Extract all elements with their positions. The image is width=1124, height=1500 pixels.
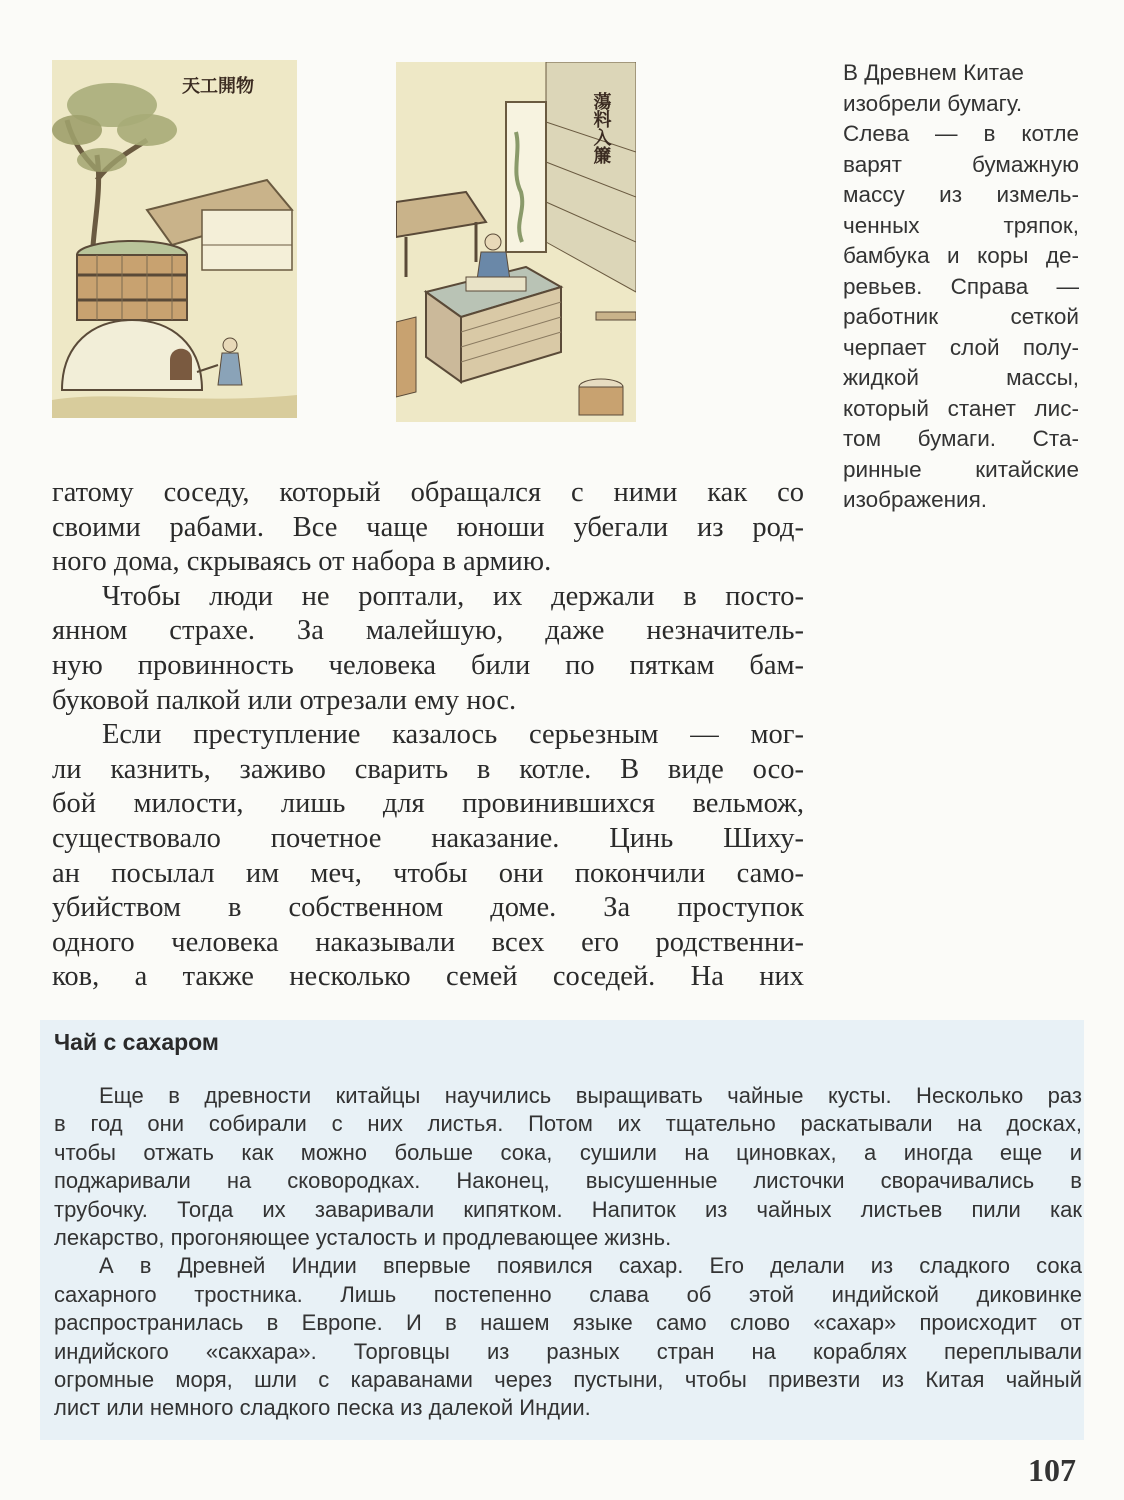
caption-line: изобрели бумагу. xyxy=(843,90,1023,116)
text-line: в год они собирали с них листья. Потом их тщательно раскатывали на досках, xyxy=(54,1111,1082,1137)
caption-line: варят бумажную xyxy=(843,151,1079,177)
text-line: ан посылал им меч, чтобы они покончили само- xyxy=(52,857,804,889)
text-line: лекарство, прогоняющее усталость и продлевающее жизнь. xyxy=(54,1225,672,1251)
right-illustration-inscription: 蕩料入簾 xyxy=(590,92,612,164)
text-line: существовало почетное наказание. Цинь Шиху- xyxy=(52,822,804,854)
caption-line: том бумаги. Ста- xyxy=(843,426,1079,451)
paragraph xyxy=(52,580,804,718)
caption-line: жидкой массы, xyxy=(843,365,1079,390)
paper-sieve-worker-illustration xyxy=(396,62,636,422)
caption-line: ченных тряпок, xyxy=(843,212,1079,238)
text-line: сахарного тростника. Лишь постепенно слава об этой индийской диковинке xyxy=(54,1281,1082,1307)
caption-line: Слева — в котле xyxy=(843,121,1079,146)
caption-line: который станет лис- xyxy=(843,395,1079,421)
paper-boiling-cauldron-illustration xyxy=(52,60,297,418)
text-line: Еще в древности китайцы научились выращивать чайные кусты. Несколько раз xyxy=(99,1083,1082,1108)
text-line: ного дома, скрываясь от набора в армию. xyxy=(52,546,552,578)
paragraph xyxy=(52,718,804,995)
text-line: убийством в собственном доме. За проступок xyxy=(52,892,804,924)
caption-line: работник сеткой xyxy=(843,304,1079,329)
text-line: ков, а также несколько семей соседей. На них xyxy=(52,961,804,993)
text-line: лист или немного сладкого песка из далекой Индии. xyxy=(54,1395,591,1421)
text-line: чтобы отжать как можно больше сока, сушили на циновках, а иногда еще и xyxy=(54,1139,1082,1165)
paragraph xyxy=(52,476,804,580)
text-line: бой милости, лишь для провинившихся вельмож, xyxy=(52,788,804,820)
text-line: индийского «сакхара». Торговцы из разных стран на кораблях переплывали xyxy=(54,1338,1082,1364)
paragraph xyxy=(54,1082,1082,1252)
text-line: янном страхе. За малейшую, даже незначитель- xyxy=(52,615,804,647)
sidebar-box-text xyxy=(54,1082,1082,1423)
text-line: ную провинность человека били по пяткам бам- xyxy=(52,649,804,681)
text-line: трубочку. Тогда их заваривали кипятком. Напиток из чайных листьев пили как xyxy=(54,1196,1082,1222)
paragraph xyxy=(54,1252,1082,1422)
sidebar-box-title: Чай с сахаром xyxy=(54,1029,219,1055)
text-line: А в Древней Индии впервые появился сахар. Его делали из сладкого сока xyxy=(99,1253,1082,1279)
text-line: огромные моря, шли с караванами через пустыни, чтобы привезти из Китая чайный xyxy=(54,1367,1082,1393)
text-line: своими рабами. Все чаще юноши убегали из род- xyxy=(52,511,804,543)
caption-line: В Древнем Китае xyxy=(843,60,1024,85)
illustration-caption xyxy=(843,58,1079,516)
caption-line: массу из измель- xyxy=(843,182,1079,207)
text-line: гатому соседу, который обращался с ними как со xyxy=(52,477,804,508)
text-line: распространилась в Европе. И в нашем языке само слово «сахар» происходит от xyxy=(54,1310,1082,1336)
caption-line: бамбука и коры де- xyxy=(843,243,1079,268)
page-number: 107 xyxy=(1028,1452,1076,1488)
caption-line: ринные китайские xyxy=(843,456,1079,482)
caption-line: ревьев. Справа — xyxy=(843,273,1079,299)
text-line: поджаривали на сковородках. Наконец, высушенные листочки сворачивались в xyxy=(54,1168,1082,1194)
caption-line: черпает слой полу- xyxy=(843,334,1079,360)
main-body-text xyxy=(52,476,804,995)
text-line: ли казнить, заживо сварить в котле. В виде осо- xyxy=(52,753,804,785)
text-line: Чтобы люди не роптали, их держали в посто- xyxy=(102,580,804,612)
text-line: Если преступление казалось серьезным — мог- xyxy=(102,719,804,751)
caption-line: изображения. xyxy=(843,487,988,512)
text-line: буковой палкой или отрезали ему нос. xyxy=(52,684,517,716)
left-illustration-inscription: 天工開物 xyxy=(182,76,254,97)
text-line: одного человека наказывали всех его родственни- xyxy=(52,926,804,958)
